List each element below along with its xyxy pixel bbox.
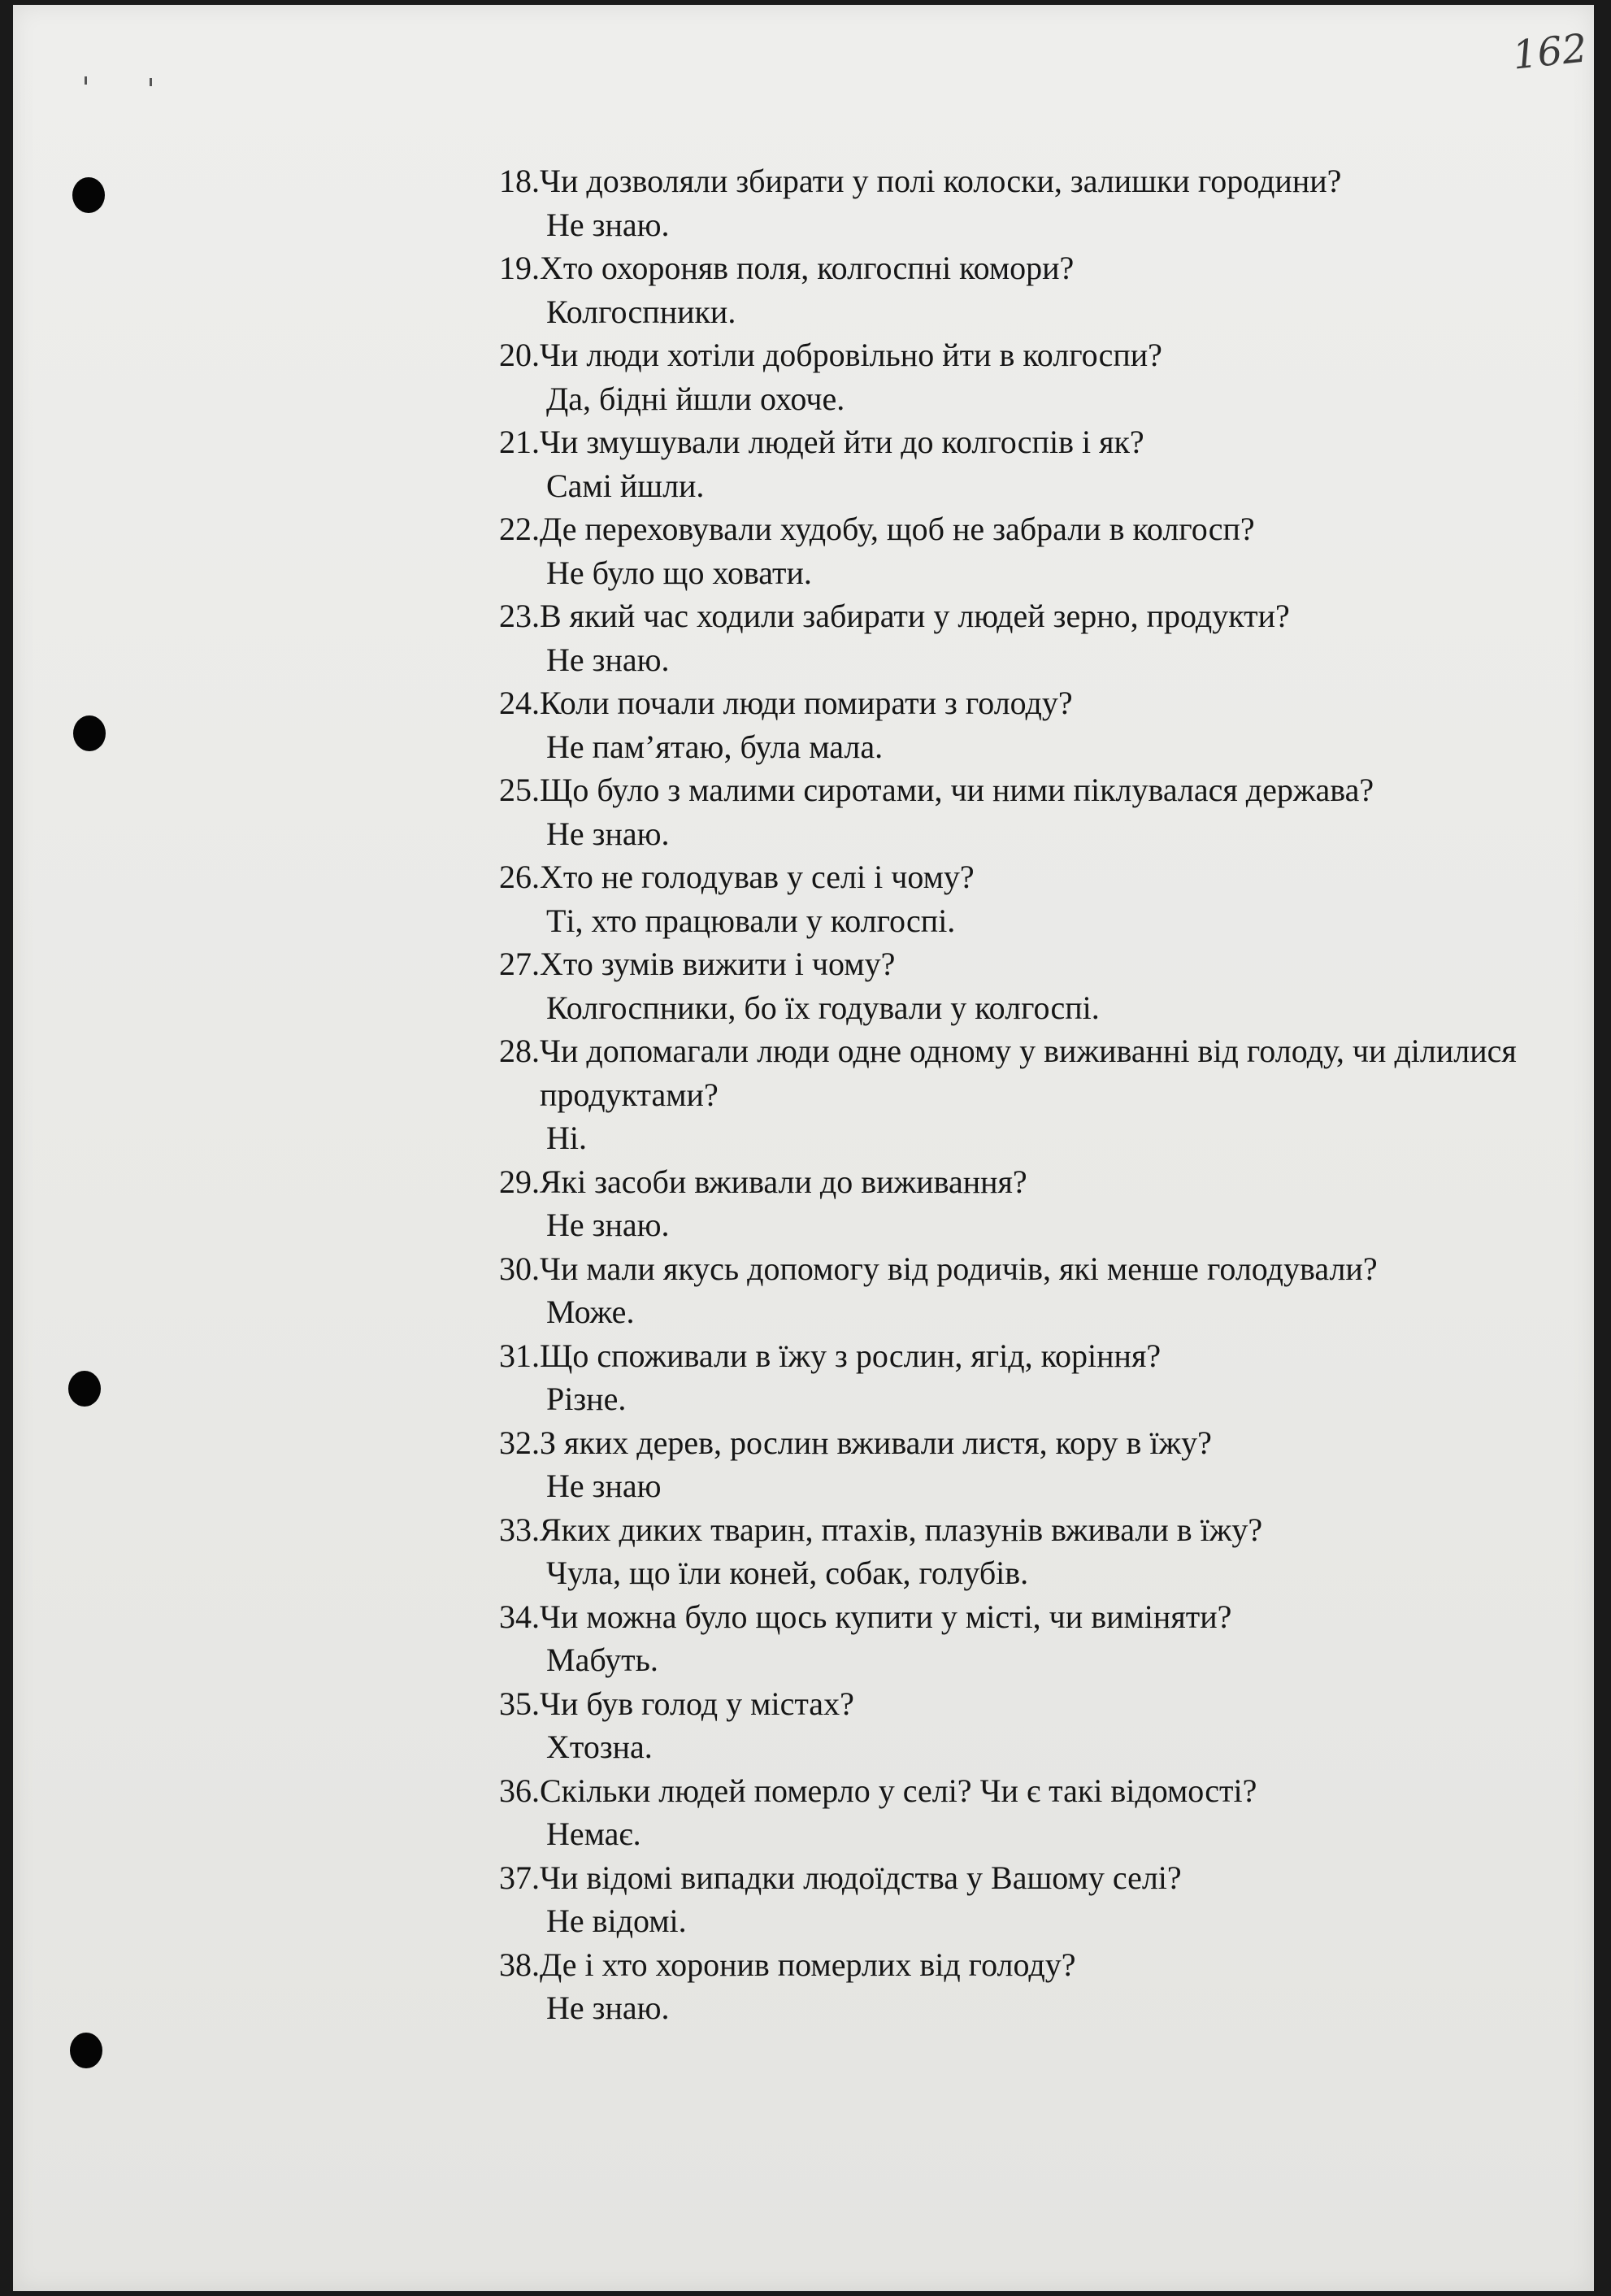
answer-text: Не пам’ятаю, була мала. — [546, 728, 884, 765]
question — [499, 1029, 1556, 1116]
question-number: 35. — [499, 1685, 540, 1722]
question-text: Чи допомагали люди одне одному у виживанні від голоду, чи ділилися продуктами? — [540, 1033, 1517, 1113]
question — [499, 507, 1556, 551]
question-text: В який час ходили забирати у людей зерно, продукти? — [540, 598, 1290, 634]
question-number: 30. — [499, 1250, 540, 1287]
question-number: 25. — [499, 772, 540, 808]
question — [499, 333, 1556, 377]
qa-item — [499, 1421, 1556, 1508]
answer-text: Не знаю. — [546, 815, 670, 852]
question-text: Хто охороняв поля, колгоспні комори? — [540, 250, 1075, 286]
question-text: Що було з малими сиротами, чи ними піклувалася держава? — [540, 772, 1374, 808]
answer-text: Не відомі. — [546, 1902, 687, 1939]
question-number: 22. — [499, 511, 540, 547]
question-number: 36. — [499, 1772, 540, 1809]
question-number: 32. — [499, 1424, 540, 1461]
question — [499, 1943, 1556, 1987]
question-text: Які засоби вживали до виживання? — [540, 1163, 1027, 1200]
answer-text: Не було що ховати. — [546, 554, 812, 591]
question — [499, 1247, 1556, 1291]
answer-text: Немає. — [546, 1815, 641, 1852]
question-number: 23. — [499, 598, 540, 634]
punch-hole-4 — [70, 2033, 102, 2068]
question-text: Чи дозволяли збирати у полі колоски, залишки городини? — [540, 163, 1342, 199]
question — [499, 768, 1556, 812]
answer-text: Мабуть. — [546, 1642, 658, 1678]
question — [499, 420, 1556, 464]
answer-text: Ті, хто працювали у колгоспі. — [546, 902, 956, 939]
question-number: 21. — [499, 424, 540, 460]
question-text: Чи змушували людей йти до колгоспів і як? — [540, 424, 1144, 460]
question-text: Де переховували худобу, щоб не забрали в колгосп? — [540, 511, 1255, 547]
question-text: Коли почали люди помирати з голоду? — [540, 685, 1073, 721]
question-number: 19. — [499, 250, 540, 286]
question — [499, 1856, 1556, 1900]
question — [499, 1769, 1556, 1813]
question-text: Скільки людей померло у селі? Чи є такі відомості? — [540, 1772, 1257, 1809]
qa-item — [499, 1508, 1556, 1595]
question-text: Чи був голод у містах? — [540, 1685, 854, 1722]
punch-hole-1 — [72, 177, 105, 213]
question-text: Чи люди хотіли добровільно йти в колгоспи? — [540, 337, 1162, 373]
question — [499, 1421, 1556, 1465]
qa-item — [499, 246, 1556, 333]
qa-item — [499, 1595, 1556, 1682]
answer-text: Да, бідні йшли охоче. — [546, 380, 845, 417]
qa-item — [499, 507, 1556, 594]
answer-text: Не знаю — [546, 1468, 662, 1504]
question-text: Хто не голодував у селі і чому? — [540, 859, 975, 895]
question-number: 27. — [499, 946, 540, 982]
question — [499, 1595, 1556, 1639]
question — [499, 681, 1556, 725]
question-text: Яких диких тварин, птахів, плазунів вживали в їжу? — [540, 1511, 1263, 1548]
qa-item — [499, 1029, 1556, 1160]
question-text: З яких дерев, рослин вживали листя, кору в їжу? — [540, 1424, 1212, 1461]
question — [499, 855, 1556, 899]
answer-text: Колгоспники, бо їх годували у колгоспі. — [546, 989, 1100, 1026]
qa-item — [499, 681, 1556, 768]
question — [499, 1508, 1556, 1552]
question-number: 18. — [499, 163, 540, 199]
question-number: 28. — [499, 1033, 540, 1069]
punch-hole-3 — [68, 1371, 101, 1407]
answer-text: Різне. — [546, 1381, 627, 1417]
question-number: 34. — [499, 1598, 540, 1635]
question — [499, 594, 1556, 638]
question-number: 37. — [499, 1859, 540, 1896]
scan-mark — [150, 78, 152, 86]
question-number: 31. — [499, 1337, 540, 1374]
qa-item — [499, 1856, 1556, 1943]
answer-text: Ні. — [546, 1120, 587, 1156]
qa-item — [499, 594, 1556, 681]
question-number: 24. — [499, 685, 540, 721]
question-text: Що споживали в їжу з рослин, ягід, коріння? — [540, 1337, 1162, 1374]
question-number: 38. — [499, 1946, 540, 1983]
answer-text: Не знаю. — [546, 1989, 670, 2026]
answer-text: Чула, що їли коней, собак, голубів. — [546, 1555, 1029, 1591]
qa-item — [499, 1769, 1556, 1856]
question — [499, 159, 1556, 203]
qa-item — [499, 768, 1556, 855]
questionnaire-list — [499, 159, 1556, 2030]
question-number: 29. — [499, 1163, 540, 1200]
qa-item — [499, 333, 1556, 420]
page-number: 162 — [1510, 25, 1590, 79]
scan-mark — [85, 76, 87, 85]
answer-text: Не знаю. — [546, 1207, 670, 1243]
answer-text: Не знаю. — [546, 206, 670, 243]
question-text: Хто зумів вижити і чому? — [540, 946, 896, 982]
question-number: 26. — [499, 859, 540, 895]
qa-item — [499, 159, 1556, 246]
qa-item — [499, 1160, 1556, 1247]
qa-item — [499, 1334, 1556, 1421]
qa-item — [499, 1247, 1556, 1334]
answer-text: Може. — [546, 1294, 635, 1330]
qa-item — [499, 942, 1556, 1029]
qa-item — [499, 855, 1556, 942]
question-text: Чи можна було щось купити у місті, чи виміняти? — [540, 1598, 1232, 1635]
question-number: 20. — [499, 337, 540, 373]
qa-item — [499, 1943, 1556, 2030]
question — [499, 1160, 1556, 1204]
question — [499, 942, 1556, 986]
qa-item — [499, 1682, 1556, 1769]
question-number: 33. — [499, 1511, 540, 1548]
answer-text: Самі йшли. — [546, 467, 705, 504]
question — [499, 246, 1556, 290]
answer-text: Колгоспники. — [546, 293, 736, 330]
question-text: Чи мали якусь допомогу від родичів, які менше голодували? — [540, 1250, 1378, 1287]
question — [499, 1682, 1556, 1726]
answer-text: Не знаю. — [546, 641, 670, 678]
question-text: Де і хто хоронив померлих від голоду? — [540, 1946, 1076, 1983]
punch-hole-2 — [73, 715, 106, 751]
question-text: Чи відомі випадки людоїдства у Вашому селі? — [540, 1859, 1182, 1896]
question — [499, 1334, 1556, 1378]
qa-item — [499, 420, 1556, 507]
answer-text: Хтозна. — [546, 1729, 653, 1765]
